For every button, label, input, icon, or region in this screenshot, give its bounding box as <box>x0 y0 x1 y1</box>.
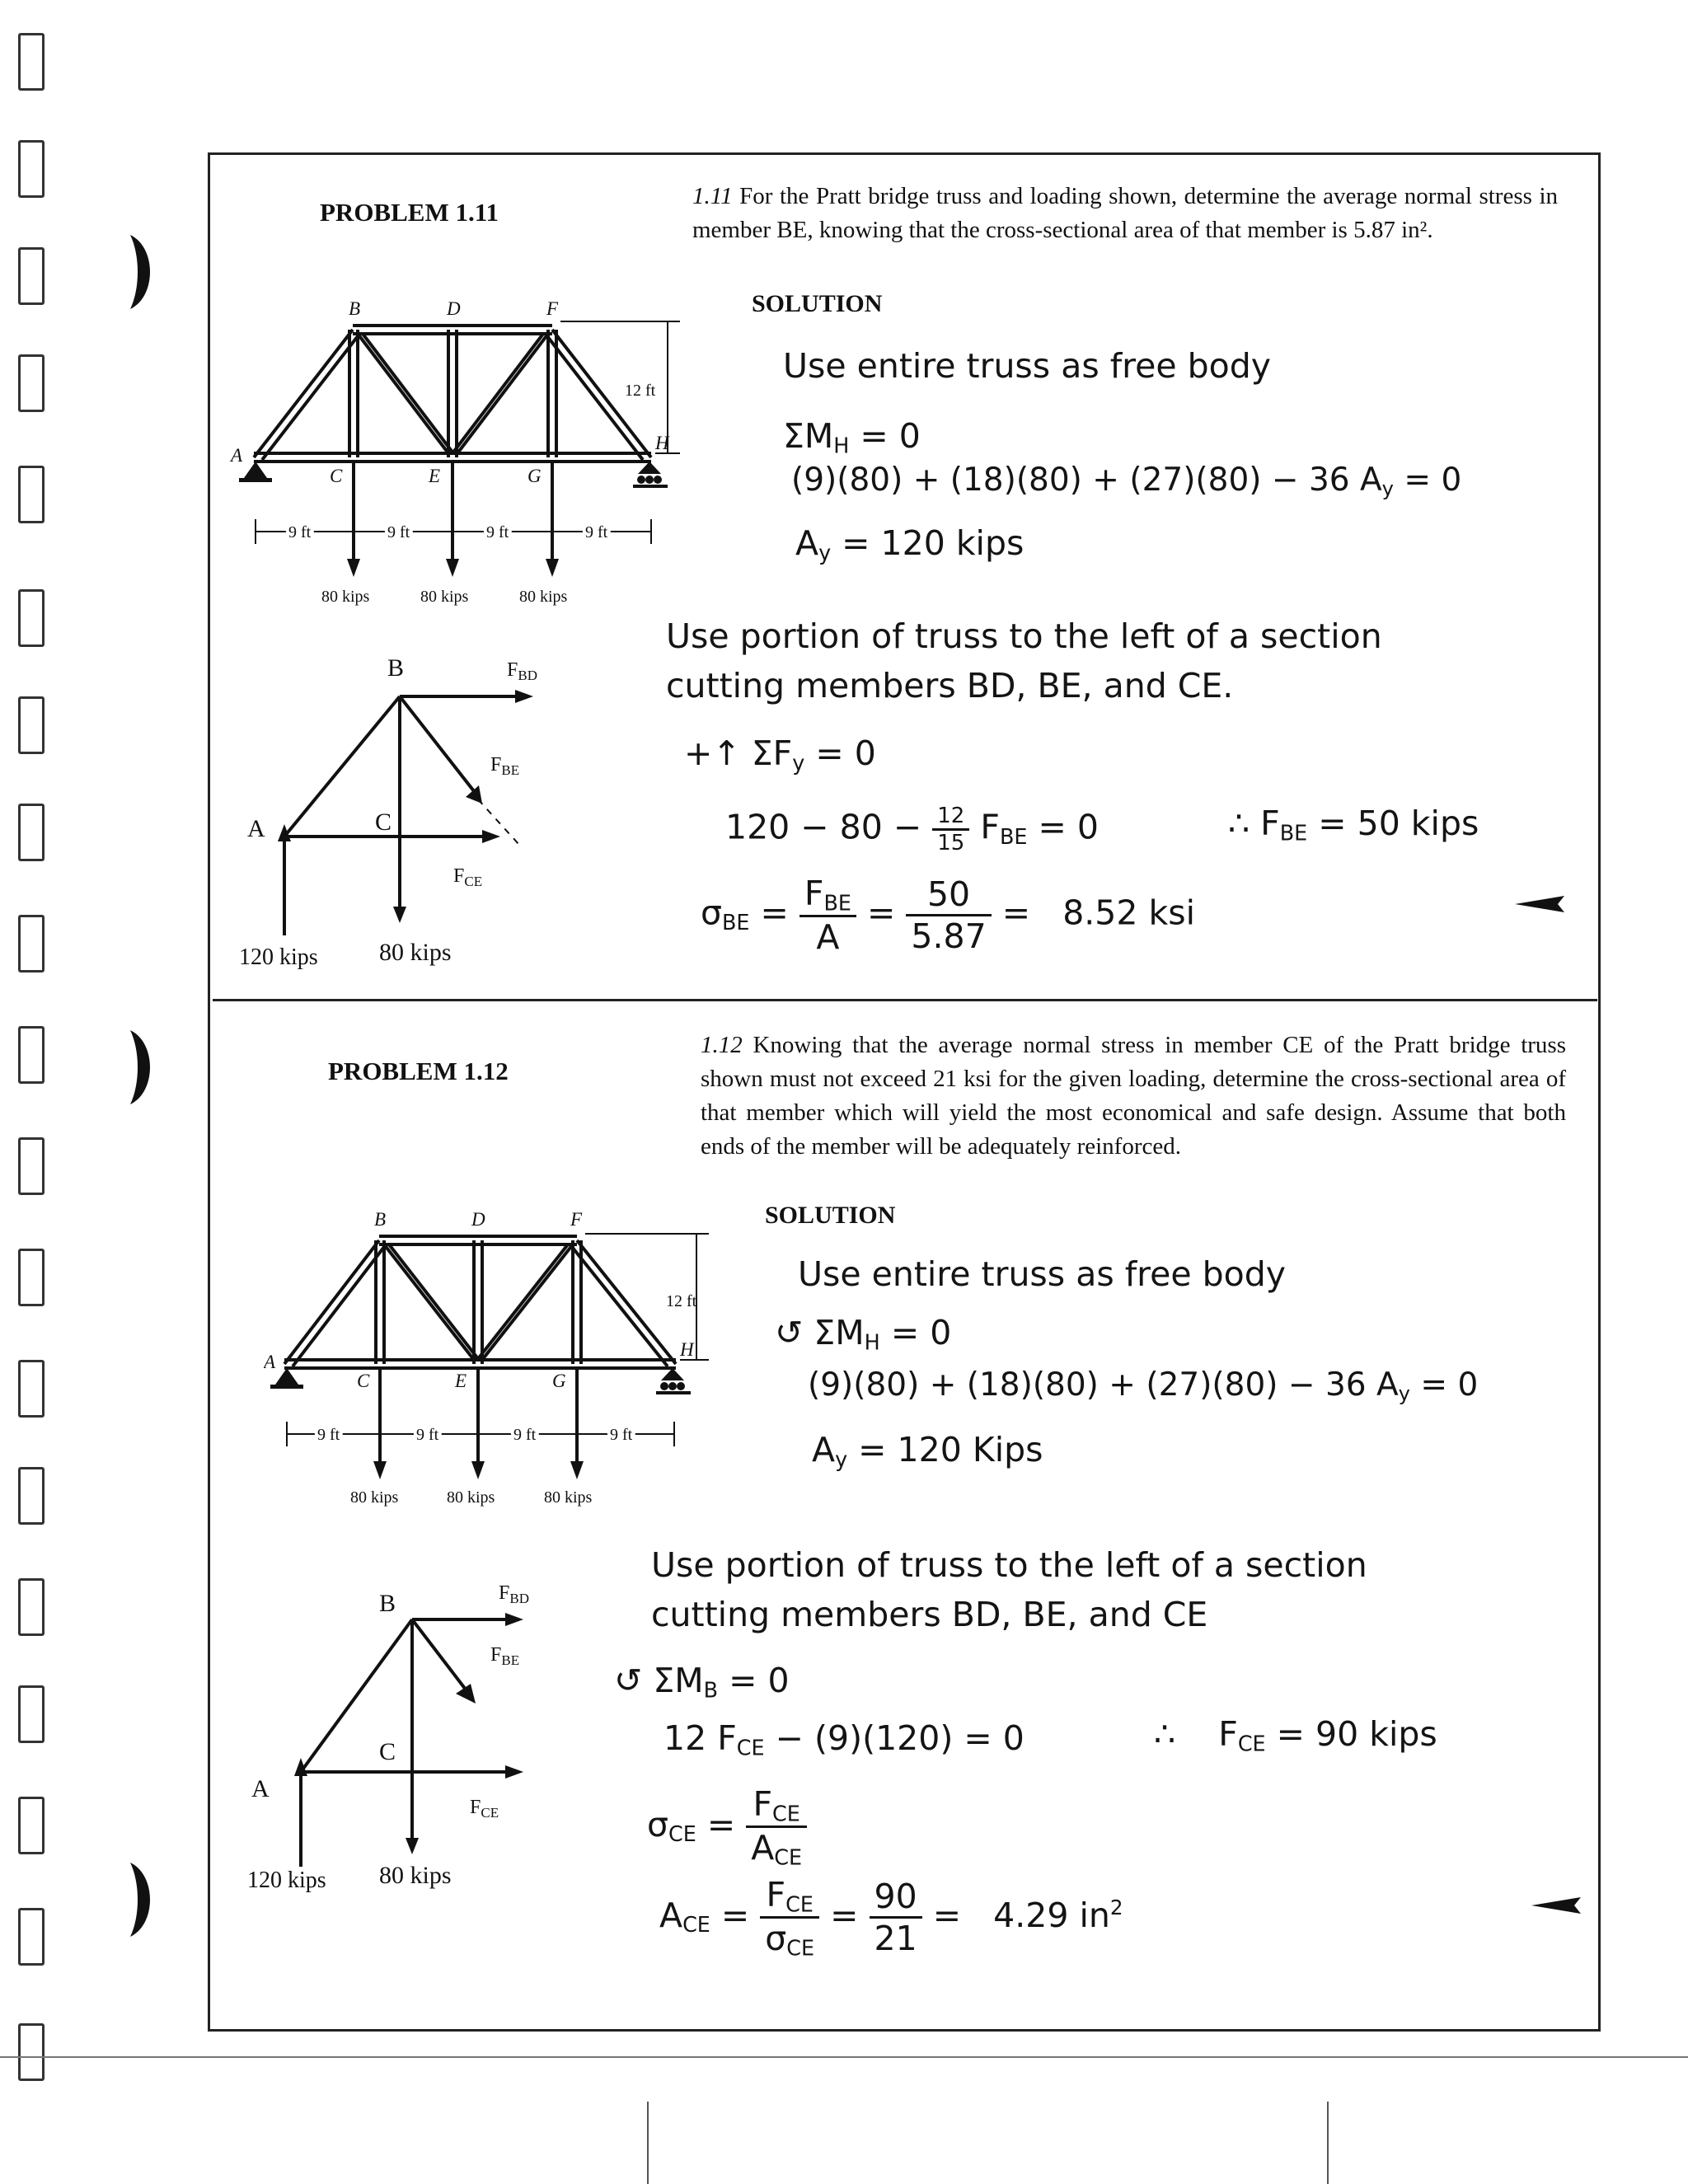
fbd-label: C <box>379 1738 396 1765</box>
force-label: $F_{BE}$ <box>490 754 520 778</box>
binder-tab <box>18 804 45 861</box>
binder-tab <box>18 1026 45 1084</box>
span-label: 9 ft <box>317 1426 340 1444</box>
span-label: 9 ft <box>387 523 410 541</box>
next-page-edge <box>1327 2102 1329 2184</box>
binder-tab <box>18 1908 45 1966</box>
binder-tab <box>18 466 45 523</box>
solution-line: $\sigma_{CE}$ = $\frac{F_{CE}}{A_{CE}}$ <box>647 1784 807 1870</box>
solution-line: cutting members BD, BE, and CE <box>651 1595 1208 1634</box>
answer-arrow-icon <box>1515 894 1564 914</box>
solution-line: Use entire truss as free body <box>783 346 1271 386</box>
force-label: $F_{CE}$ <box>470 1797 499 1821</box>
binder-tab <box>18 1578 45 1636</box>
node-label: D <box>447 298 461 319</box>
node-label: F <box>546 298 559 319</box>
binder-tab <box>18 1685 45 1743</box>
span-label: 9 ft <box>288 523 312 541</box>
node-label: A <box>231 445 243 466</box>
node-label: G <box>528 466 542 486</box>
load-label: 80 kips <box>379 1862 452 1889</box>
solution-result: ∴ $F_{CE} = 90$ kips <box>1154 1714 1437 1756</box>
solution-line: $A_y = 120$ Kips <box>812 1430 1043 1472</box>
load-label: 80 kips <box>447 1488 495 1507</box>
free-body-diagram <box>235 639 581 977</box>
binder-tab <box>18 1467 45 1525</box>
binder-tab <box>18 696 45 754</box>
solution-line: 12 $F_{CE} - (9)(120) = 0$ <box>663 1718 1025 1760</box>
problem-label: PROBLEM 1.12 <box>328 1057 509 1085</box>
problem-divider <box>213 999 1597 1001</box>
binder-tab <box>18 915 45 972</box>
solution-line: Use entire truss as free body <box>798 1254 1286 1294</box>
solution-line: Use portion of truss to the left of a section <box>666 616 1382 656</box>
solution-line: Use portion of truss to the left of a section <box>651 1545 1367 1585</box>
load-label: 80 kips <box>544 1488 593 1507</box>
solution-line: ↺ $\Sigma M_B = 0$ <box>614 1661 790 1703</box>
solution-line: $A_{CE}$ = $\frac{F_{CE}}{\sigma_{CE}}$ = $\frac{90}{21}$ = 4.29 $in^2$ <box>659 1875 1123 1961</box>
solution-result: ∴ $F_{BE} = 50$ kips <box>1228 804 1479 846</box>
force-label: $F_{BE}$ <box>490 1644 520 1668</box>
load-label: 80 kips <box>350 1488 399 1507</box>
binder-tab <box>18 1137 45 1195</box>
solution-line: $\sigma_{BE}$ = $\frac{F_{BE}}{A}$ = $\frac{50}{5.87}$ = 8.52 ksi <box>701 874 1196 958</box>
problem-statement <box>692 180 1558 247</box>
fbd-label: B <box>387 654 405 682</box>
punch-hole <box>124 1858 157 1941</box>
fbd-label: A <box>247 815 265 842</box>
node-label: G <box>552 1371 566 1391</box>
truss-figure <box>264 1207 734 1512</box>
load-label: 80 kips <box>519 588 568 606</box>
solution-line: $\Sigma M_H = 0$ <box>783 416 921 458</box>
punch-hole <box>124 1026 157 1108</box>
load-label: 80 kips <box>321 588 370 606</box>
fbd-label: B <box>379 1590 396 1617</box>
node-label: C <box>330 466 343 486</box>
node-label: A <box>264 1352 276 1372</box>
truss-figure <box>223 297 701 610</box>
binder-tab <box>18 589 45 647</box>
span-label: 9 ft <box>585 523 608 541</box>
solution-heading: SOLUTION <box>765 1202 896 1229</box>
punch-hole <box>124 231 157 313</box>
node-label: F <box>570 1209 583 1230</box>
solution-line: ↺ $\Sigma M_H = 0$ <box>775 1313 952 1355</box>
height-label: 12 ft <box>666 1292 697 1310</box>
binder-tab <box>18 1360 45 1418</box>
load-label: 80 kips <box>420 588 469 606</box>
next-page-edge <box>647 2102 649 2184</box>
force-label: $F_{BD}$ <box>507 659 537 683</box>
binder-tab <box>18 2023 45 2081</box>
solution-line: (9)(80) + (18)(80) + (27)(80) − 36 $A_y = 0$ <box>791 462 1462 501</box>
binder-tab <box>18 247 45 305</box>
solution-line: $A_y = 120$ kips <box>795 523 1025 565</box>
solution-heading: SOLUTION <box>752 290 883 317</box>
fbd-label: C <box>375 808 392 836</box>
statement-number: 1.12 <box>701 1032 743 1058</box>
node-label: B <box>374 1209 387 1230</box>
height-label: 12 ft <box>625 382 656 400</box>
span-label: 9 ft <box>416 1426 439 1444</box>
binder-tab <box>18 1797 45 1854</box>
node-label: B <box>349 298 361 319</box>
free-body-diagram <box>243 1570 589 1916</box>
solution-line: 120 − 80 − $\frac{12}{15}$ $F_{BE} = 0$ <box>725 804 1099 855</box>
node-label: H <box>680 1339 694 1360</box>
page-bottom-edge <box>0 2056 1688 2058</box>
problem-label: PROBLEM 1.11 <box>320 198 499 227</box>
binder-tab <box>18 140 45 198</box>
span-label: 9 ft <box>486 523 509 541</box>
node-label: H <box>655 433 669 453</box>
node-label: D <box>471 1209 485 1230</box>
problem-statement <box>701 1029 1566 1164</box>
load-label: 80 kips <box>379 939 452 966</box>
node-label: E <box>455 1371 467 1391</box>
answer-arrow-icon <box>1531 1896 1581 1915</box>
span-label: 9 ft <box>610 1426 633 1444</box>
reaction-label: 120 kips <box>239 944 318 970</box>
solution-line: cutting members BD, BE, and CE. <box>666 666 1234 705</box>
statement-number: 1.11 <box>692 183 733 209</box>
span-label: 9 ft <box>513 1426 537 1444</box>
binder-tab <box>18 33 45 91</box>
node-label: C <box>357 1371 370 1391</box>
statement-text: For the Pratt bridge truss and loading shown, determine the average normal stress in member BE, knowing that the cross-sectional area of that member is 5.87 in². <box>692 183 1559 243</box>
force-label: $F_{CE}$ <box>453 865 483 889</box>
fbd-label: A <box>251 1775 270 1802</box>
binder-tab <box>18 354 45 412</box>
solution-line: +↑ $\Sigma F_y = 0$ <box>684 733 876 776</box>
solution-line: (9)(80) + (18)(80) + (27)(80) − 36 $A_y = 0$ <box>808 1366 1479 1406</box>
statement-text: Knowing that the average normal stress in member CE of the Pratt bridge truss shown must not exceed 21 ksi for the given loading, determine the cross-sectional area of that member which will yield the most economical and safe design. Assume that both ends of the member will be adequately reinforced. <box>701 1032 1566 1160</box>
node-label: E <box>429 466 441 486</box>
reaction-label: 120 kips <box>247 1868 326 1893</box>
binder-tab <box>18 1249 45 1306</box>
force-label: $F_{BD}$ <box>499 1582 529 1606</box>
